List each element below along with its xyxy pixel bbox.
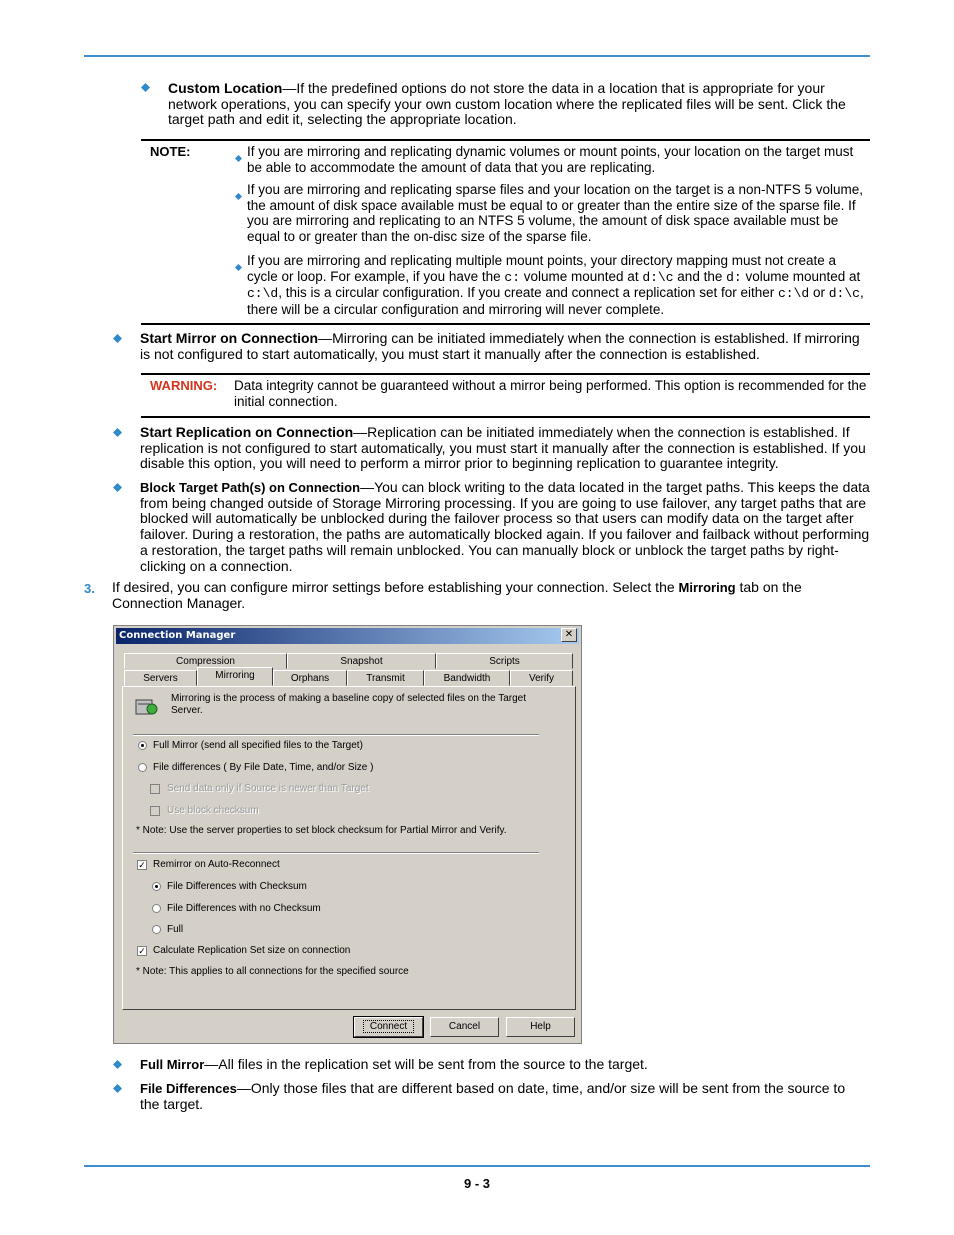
start-mirror-term: Start Mirror on Connection	[140, 330, 319, 346]
small-diamond-bullet-icon	[235, 258, 242, 265]
source-note: * Note: This applies to all connections for the specified source	[136, 966, 409, 977]
fd-checksum-label: File Differences with Checksum	[167, 881, 307, 892]
start-mirror-paragraph	[140, 331, 868, 362]
full-mirror-text: —All files in the replication set will be sent from the source to the target.	[204, 1056, 648, 1072]
start-mirror-text: —Mirroring can be initiated immediately when the connection is established. If mirroring is not configured to start automatically, you must start it manually after the connection is established.	[140, 330, 860, 362]
diamond-bullet-icon	[113, 428, 122, 437]
tab-verify[interactable]: Verify	[510, 670, 573, 686]
help-button[interactable]: Help	[506, 1017, 575, 1037]
connect-button-label: Connect	[363, 1020, 414, 1033]
full-radio[interactable]	[152, 925, 161, 934]
fd-checksum-radio[interactable]	[152, 882, 161, 891]
calculate-checkbox[interactable]: ✓	[138, 946, 146, 956]
note-text: and the	[673, 268, 727, 284]
mirroring-description: Mirroring is the process of making a baseline copy of selected files on the Target Server.	[171, 693, 526, 716]
small-diamond-bullet-icon	[235, 187, 242, 194]
start-replication-paragraph	[140, 425, 870, 472]
note-text: or	[809, 285, 829, 301]
warning-label: WARNING:	[150, 378, 218, 393]
note-text: volume mounted at	[520, 268, 643, 284]
file-differences-text: —Only those files that are different based on date, time, and/or size will be sent from the source to the target.	[140, 1080, 846, 1112]
diamond-bullet-icon	[141, 83, 150, 92]
cancel-button[interactable]: Cancel	[430, 1017, 499, 1037]
note-text: , there will be a circular configuration and mirroring will never complete.	[247, 285, 864, 318]
full-label: Full	[167, 924, 184, 935]
separator	[133, 734, 539, 736]
block-checksum-note: * Note: Use the server properties to set block checksum for Partial Mirror and Verify.	[136, 825, 507, 836]
custom-location-term: Custom Location	[168, 80, 283, 96]
block-checksum-checkbox[interactable]	[150, 806, 160, 816]
note-item: If you are mirroring and replicating sparse files and your location on the target is a non-NTFS 5 volume, the amount of disk space available must be equal to or greater than the entire size of the sparse file. If you are mirroring and replicating to an NTFS 5 volume, the amount of disk space available must be equal to or greater than the on-disc size of the sparse file.	[247, 182, 864, 245]
mirroring-tab-reference: Mirroring	[678, 580, 736, 595]
diamond-bullet-icon	[113, 1060, 122, 1069]
file-differences-radio[interactable]	[138, 763, 147, 772]
step-3-paragraph	[112, 580, 852, 611]
full-mirror-label: Full Mirror (send all specified files to the Target)	[153, 740, 363, 751]
tab-snapshot[interactable]: Snapshot	[287, 653, 436, 669]
calculate-label: Calculate Replication Set size on connection	[153, 945, 351, 956]
diamond-bullet-icon	[113, 1084, 122, 1093]
close-icon[interactable]: ✕	[561, 628, 577, 642]
note-text: If you are mirroring and replicating multiple mount points, your directory mapping must not create a cycle or loop. For example, if you have the	[247, 253, 837, 284]
diamond-bullet-icon	[113, 483, 122, 492]
warning-text: Data integrity cannot be guaranteed without a mirror being performed. This option is recommended for the initial connection.	[234, 378, 867, 409]
custom-location-paragraph	[168, 81, 868, 128]
connect-button[interactable]	[354, 1017, 423, 1037]
code-text: d:	[726, 269, 742, 285]
tab-bandwidth[interactable]: Bandwidth	[424, 670, 510, 686]
code-text: c:\d	[777, 286, 810, 302]
file-differences-paragraph	[140, 1081, 868, 1112]
step-text: If desired, you can configure mirror settings before establishing your connection. Select the	[112, 579, 679, 595]
header-rule	[84, 55, 870, 57]
note-text: , this is a circular configuration. If you create and connect a replication set for either	[278, 285, 778, 301]
note-item-circular	[247, 253, 869, 318]
warning-top-rule	[141, 373, 870, 375]
remirror-label: Remirror on Auto-Reconnect	[153, 859, 280, 870]
tab-scripts[interactable]: Scripts	[436, 653, 573, 669]
note-label: NOTE:	[150, 144, 191, 159]
file-differences-label: File differences ( By File Date, Time, and/or Size )	[153, 762, 374, 773]
tab-orphans[interactable]: Orphans	[273, 670, 347, 686]
step-text: tab on the Connection Manager.	[112, 579, 802, 611]
block-target-paragraph	[140, 480, 870, 574]
separator	[133, 852, 539, 854]
code-text: d:\c	[642, 269, 674, 285]
tab-mirroring[interactable]: Mirroring	[197, 667, 273, 686]
tab-compression[interactable]: Compression	[124, 653, 287, 669]
page-number: 9 - 3	[463, 1176, 490, 1191]
note-item: If you are mirroring and replicating dynamic volumes or mount points, your location on the target must be able to accommodate the amount of data that you are replicating.	[247, 144, 854, 175]
fd-no-checksum-label: File Differences with no Checksum	[167, 903, 321, 914]
full-mirror-term: Full Mirror	[140, 1057, 205, 1072]
custom-location-text: —If the predefined options do not store the data in a location that is appropriate for your network operations, you can specify your own custom location where the replicated files will be sent. Click the target path and edit it, selecting the appropriate location.	[168, 80, 846, 128]
block-target-term: Block Target Path(s) on Connection	[140, 480, 361, 495]
send-newer-checkbox[interactable]	[150, 784, 160, 794]
fd-no-checksum-radio[interactable]	[152, 904, 161, 913]
full-mirror-radio[interactable]	[138, 741, 147, 750]
note-top-rule	[141, 139, 870, 141]
tab-servers[interactable]: Servers	[124, 670, 197, 686]
send-newer-label: Send data only if Source is newer than Target	[167, 783, 369, 794]
start-replication-text: —Replication can be initiated immediately when the connection is established. If replication is not configured to start automatically, you must start it manually after the connection is established. If you disable this option, you will need to perform a mirror prior to beginning replication to guarantee integrity.	[140, 424, 866, 472]
start-replication-term: Start Replication on Connection	[140, 424, 354, 440]
file-differences-term: File Differences	[140, 1081, 237, 1096]
note-text: volume mounted at	[741, 268, 861, 284]
code-text: c:	[504, 269, 520, 285]
block-checksum-label: Use block checksum	[167, 805, 259, 816]
dialog-title: Connection Manager	[119, 630, 236, 641]
warning-bottom-rule	[141, 416, 870, 418]
step-number: 3.	[84, 581, 95, 596]
dialog-title-bar	[116, 628, 579, 644]
diamond-bullet-icon	[113, 334, 122, 343]
code-text: c:\d	[247, 286, 279, 302]
full-mirror-paragraph	[140, 1057, 868, 1073]
note-bottom-rule	[141, 323, 870, 325]
small-diamond-bullet-icon	[235, 149, 242, 156]
remirror-checkbox[interactable]: ✓	[138, 860, 146, 870]
block-target-text: —You can block writing to the data located in the target paths. This keeps the data from being changed outside of Storage Mirroring processing. If you are going to use failover, any target paths that are blocked will automatically be unblocked during the failover process so that users can modify data on the target after failover. During a restoration, the paths are automatically blocked again. If you failover and failback without performing a restoration, the target paths will remain unblocked. You can manually block or unblock the target paths by right-clicking on a connection.	[140, 479, 870, 574]
code-text: d:\c	[828, 286, 860, 302]
footer-rule	[84, 1165, 870, 1167]
tab-transmit[interactable]: Transmit	[347, 670, 424, 686]
server-drive-icon	[135, 697, 159, 717]
